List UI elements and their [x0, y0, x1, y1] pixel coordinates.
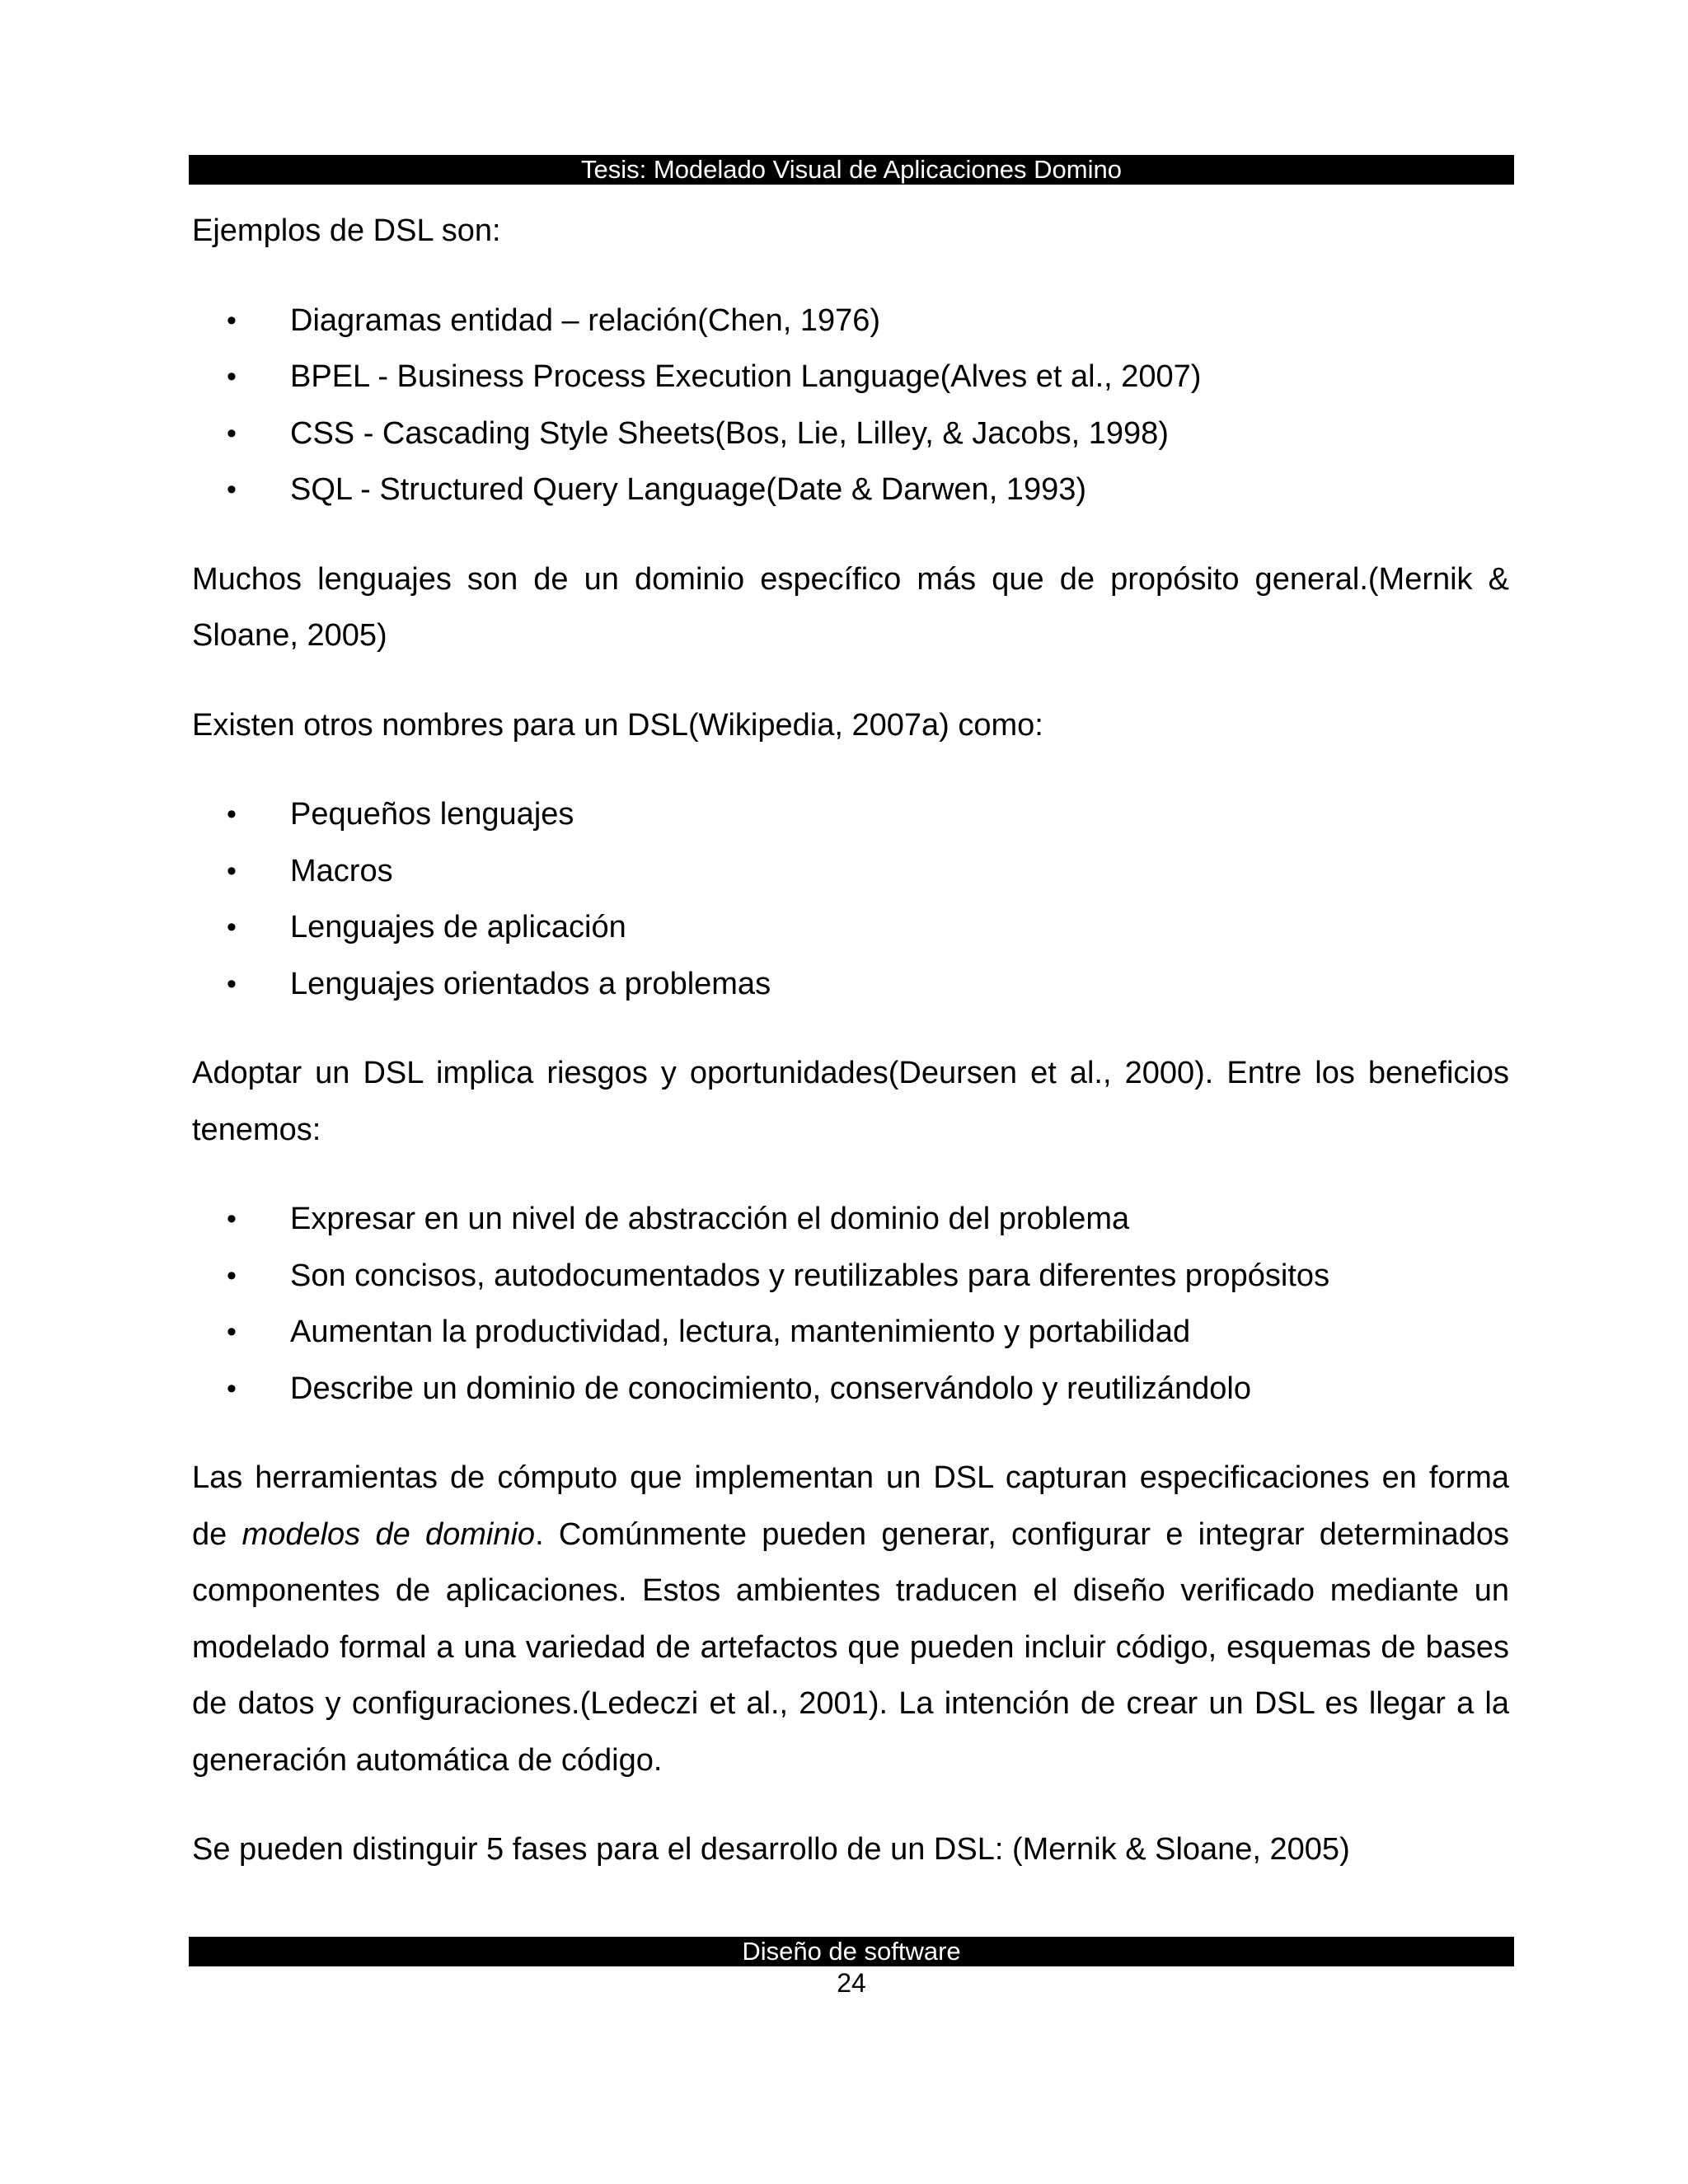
header-title: Tesis: Modelado Visual de Aplicaciones Domino — [581, 155, 1122, 184]
list-item — [192, 1191, 1509, 1248]
list-item-text: Lenguajes orientados a problemas — [290, 966, 771, 1001]
page-number: 24 — [837, 1968, 866, 1998]
list-item-text: Pequeños lenguajes — [290, 797, 574, 832]
paragraph-tools-emphasis: modelos de dominio — [241, 1516, 536, 1552]
list-item — [192, 786, 1509, 843]
dsl-benefits-list — [192, 1191, 1509, 1417]
list-item-text: Macros — [290, 853, 393, 888]
paragraph-phases: Se pueden distinguir 5 fases para el desarrollo de un DSL: (Mernik & Sloane, 2005) — [192, 1832, 1350, 1867]
list-item-text: Son concisos, autodocumentados y reutilizables para diferentes propósitos — [290, 1258, 1330, 1293]
bullet-icon: • — [227, 855, 237, 887]
list-item-text: CSS - Cascading Style Sheets(Bos, Lie, Lilley, & Jacobs, 1998) — [290, 415, 1169, 451]
list-item — [192, 1361, 1509, 1418]
bullet-icon: • — [227, 912, 237, 943]
bullet-icon: • — [227, 361, 237, 392]
list-item — [192, 956, 1509, 1013]
list-item — [192, 349, 1509, 405]
list-item-text: Lenguajes de aplicación — [290, 910, 626, 944]
list-item — [192, 899, 1509, 956]
bullet-icon: • — [227, 1316, 237, 1347]
header-bar — [189, 155, 1514, 185]
footer-title: Diseño de software — [742, 1937, 961, 1966]
bullet-icon: • — [227, 474, 237, 505]
bullet-icon: • — [227, 799, 237, 830]
list-item-text: Expresar en un nivel de abstracción el dominio del problema — [290, 1202, 1130, 1236]
list-item — [192, 293, 1509, 349]
dsl-examples-list — [192, 293, 1509, 518]
list-item — [192, 1248, 1509, 1305]
paragraph-tools-part1: Las herramientas de cómputo que implementan un DSL capturan especificaciones en forma de — [192, 1460, 1509, 1552]
bullet-icon: • — [227, 968, 237, 1000]
page-content — [192, 203, 1509, 1878]
paragraph-benefits-intro: Adoptar un DSL implica riesgos y oportunidades(Deursen et al., 2000). Entre los beneficios tenemos: — [192, 1056, 1509, 1147]
list-item-text: BPEL - Business Process Execution Language(Alves et al., 2007) — [290, 359, 1202, 394]
list-item-text: Diagramas entidad – relación(Chen, 1976) — [290, 302, 881, 338]
paragraph-tools — [192, 1450, 1509, 1788]
list-item-text: SQL - Structured Query Language(Date & Darwen, 1993) — [290, 472, 1086, 507]
dsl-names-list — [192, 786, 1509, 1012]
list-item — [192, 405, 1509, 462]
paragraph-domain-specific: Muchos lenguajes son de un dominio específico más que de propósito general.(Mernik & Sloane, 2005) — [192, 561, 1509, 653]
bullet-icon: • — [227, 1203, 237, 1235]
intro-paragraph: Ejemplos de DSL son: — [192, 213, 501, 248]
paragraph-tools-part2: . Comúnmente pueden generar, configurar e integrar determinados componentes de aplicaciones. Estos ambientes traducen el diseño verificado mediante un modelado formal a una variedad de artefactos que pueden incluir código, esquemas de bases de datos y configuraciones.(Ledeczi et al., 2001). La intención de crear un DSL es llegar a la generación automática de código. — [192, 1516, 1510, 1778]
footer-bar — [189, 1937, 1514, 1966]
bullet-icon: • — [227, 304, 237, 336]
bullet-icon: • — [227, 1259, 237, 1291]
list-item-text: Describe un dominio de conocimiento, conservándolo y reutilizándolo — [290, 1371, 1251, 1406]
list-item — [192, 843, 1509, 900]
list-item — [192, 1304, 1509, 1361]
list-item-text: Aumentan la productividad, lectura, mantenimiento y portabilidad — [290, 1315, 1191, 1349]
paragraph-other-names: Existen otros nombres para un DSL(Wikipedia, 2007a) como: — [192, 707, 1043, 743]
bullet-icon: • — [227, 417, 237, 449]
list-item — [192, 462, 1509, 518]
bullet-icon: • — [227, 1372, 237, 1404]
